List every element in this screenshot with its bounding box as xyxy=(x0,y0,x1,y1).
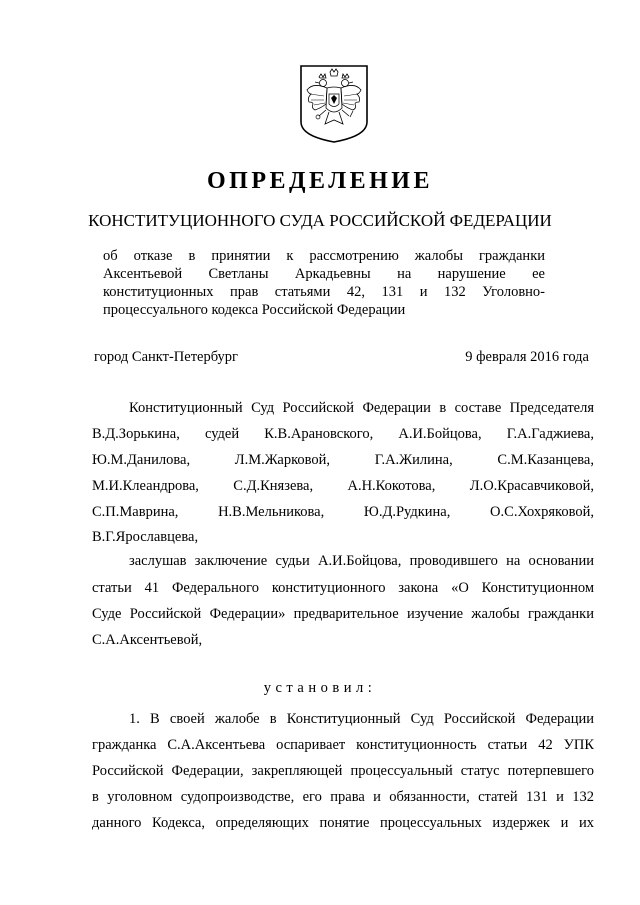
body-line: гражданка С.А.Аксентьева оспаривает конституционность статьи 42 УПК xyxy=(92,737,594,753)
document-subject xyxy=(103,247,545,319)
body-line: Российской Федерации, закрепляющей процессуальный статус потерпевшего xyxy=(92,763,594,779)
subject-line: об отказе в принятии к рассмотрению жалобы гражданки xyxy=(103,248,545,264)
body-line: статьи 41 Федерального конституционного закона «О Конституционном xyxy=(92,580,594,596)
body-line: данного Кодекса, определяющих понятие процессуальных издержек и их xyxy=(92,815,594,831)
place: город Санкт-Петербург xyxy=(94,349,239,365)
subject-line: Аксентьевой Светланы Аркадьевны на нарушение ее xyxy=(103,266,545,282)
subject-line: конституционных прав статьями 42, 131 и 132 Уголовно- xyxy=(103,284,545,300)
body-line: С.П.Маврина, Н.В.Мельникова, Ю.Д.Рудкина, О.С.Хохряковой, xyxy=(92,504,594,520)
body-line: Ю.М.Данилова, Л.М.Жарковой, Г.А.Жилина, С.М.Казанцева, xyxy=(92,452,594,468)
date: 9 февраля 2016 года xyxy=(465,349,589,365)
body-line: заслушав заключение судьи А.И.Бойцова, проводившего на основании xyxy=(129,553,594,569)
established-heading: установил: xyxy=(263,680,377,696)
body-line: В.Г.Ярославцева, xyxy=(92,529,199,545)
body-line: Конституционный Суд Российской Федерации в составе Председателя xyxy=(129,400,594,416)
body-line: С.А.Аксентьевой, xyxy=(92,632,203,648)
body-line: М.И.Клеандрова, С.Д.Князева, А.Н.Кокотова, Л.О.Красавчиковой, xyxy=(92,478,594,494)
body-line: 1. В своей жалобе в Конституционный Суд Российской Федерации xyxy=(129,711,594,727)
body-line: в уголовном судопроизводстве, его права и обязанности, статей 131 и 132 xyxy=(92,789,594,805)
body-line: В.Д.Зорькина, судей К.В.Арановского, А.И.Бойцова, Г.А.Гаджиева, xyxy=(92,426,594,442)
coat-of-arms-icon xyxy=(299,64,369,144)
body-line: Суде Российской Федерации» предварительное изучение жалобы гражданки xyxy=(92,606,594,622)
court-name: КОНСТИТУЦИОННОГО СУДА РОССИЙСКОЙ ФЕДЕРАЦИИ xyxy=(88,211,552,230)
document-title: ОПРЕДЕЛЕНИЕ xyxy=(207,168,433,194)
subject-line: процессуального кодекса Российской Федерации xyxy=(103,302,406,318)
